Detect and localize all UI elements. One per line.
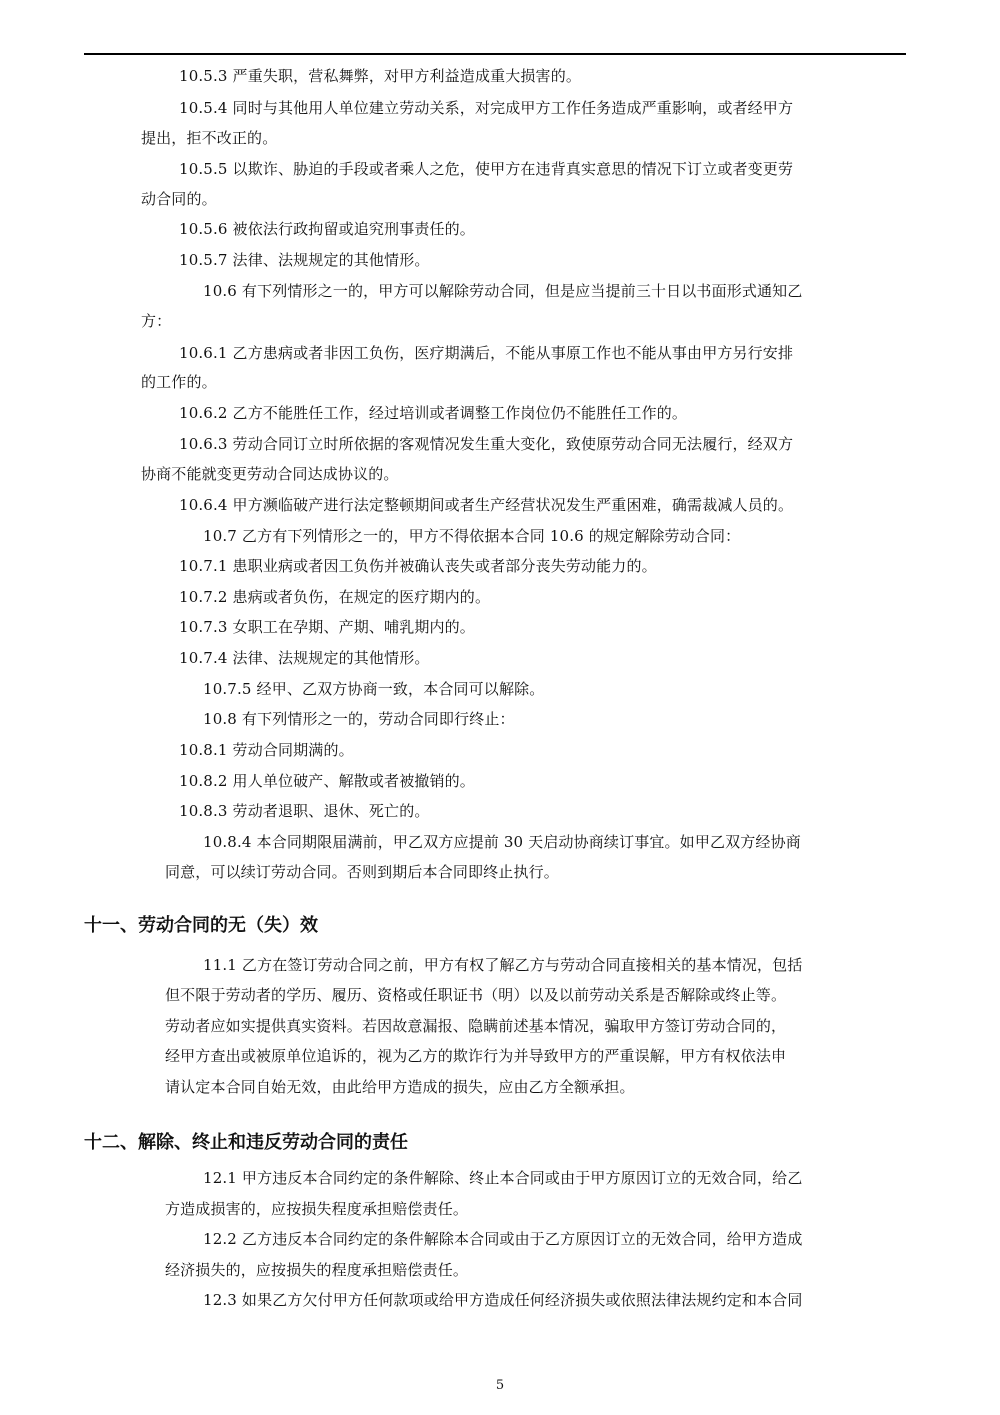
clause-10-6-2: 10.6.2 乙方不能胜任工作，经过培训或者调整工作岗位仍不能胜任工作的。: [179, 404, 688, 422]
header-rule: [84, 53, 906, 55]
clause-11-1-cont4: 请认定本合同自始无效，由此给甲方造成的损失，应由乙方全额承担。: [165, 1078, 635, 1096]
clause-10-5-6: 10.5.6 被依法行政拘留或追究刑事责任的。: [179, 220, 475, 238]
clause-10-8-4: 10.8.4 本合同期限届满前，甲乙双方应提前 30 天启动协商续订事宜。如甲乙双方经协商: [203, 833, 801, 851]
clause-10-5-4-cont: 提出，拒不改正的。: [141, 129, 278, 147]
clause-10-7-2: 10.7.2 患病或者负伤，在规定的医疗期内的。: [179, 588, 491, 606]
clause-10-8-4-cont: 同意，可以续订劳动合同。否则到期后本合同即终止执行。: [165, 863, 559, 881]
clause-10-6-3: 10.6.3 劳动合同订立时所依据的客观情况发生重大变化，致使原劳动合同无法履行，经双方: [179, 435, 794, 453]
page-number: 5: [495, 1378, 505, 1393]
clause-10-5-4: 10.5.4 同时与其他用人单位建立劳动关系，对完成甲方工作任务造成严重影响，或者经甲方: [179, 99, 794, 117]
clause-10-6-1-cont: 的工作的。: [141, 373, 217, 391]
clause-12-1-cont: 方造成损害的，应按损失程度承担赔偿责任。: [165, 1200, 469, 1218]
clause-10-6-cont: 方：: [141, 312, 172, 330]
clause-10-6-4: 10.6.4 甲方濒临破产进行法定整顿期间或者生产经营状况发生严重困难，确需裁减人员的。: [179, 496, 794, 514]
section-heading-12: 十二、解除、终止和违反劳动合同的责任: [84, 1132, 408, 1153]
clause-10-5-5: 10.5.5 以欺诈、胁迫的手段或者乘人之危，使甲方在违背真实意思的情况下订立或者变更劳: [179, 160, 794, 178]
clause-10-6: 10.6 有下列情形之一的，甲方可以解除劳动合同，但是应当提前三十日以书面形式通知乙: [203, 282, 803, 300]
clause-10-8-3: 10.8.3 劳动者退职、退休、死亡的。: [179, 802, 430, 820]
clause-11-1: 11.1 乙方在签订劳动合同之前，甲方有权了解乙方与劳动合同直接相关的基本情况，包括: [203, 956, 803, 974]
clause-10-7-4: 10.7.4 法律、法规规定的其他情形。: [179, 649, 430, 667]
clause-12-2-cont: 经济损失的，应按损失的程度承担赔偿责任。: [165, 1261, 469, 1279]
clause-10-7-3: 10.7.3 女职工在孕期、产期、哺乳期内的。: [179, 618, 475, 636]
clause-10-5-5-cont: 动合同的。: [141, 190, 217, 208]
clause-10-5-3: 10.5.3 严重失职，营私舞弊，对甲方利益造成重大损害的。: [179, 67, 581, 85]
clause-12-3: 12.3 如果乙方欠付甲方任何款项或给甲方造成任何经济损失或依照法律法规约定和本合同: [203, 1291, 803, 1309]
clause-11-1-cont2: 劳动者应如实提供真实资料。若因故意漏报、隐瞒前述基本情况，骗取甲方签订劳动合同的，: [165, 1017, 787, 1035]
clause-10-6-1: 10.6.1 乙方患病或者非因工负伤，医疗期满后，不能从事原工作也不能从事由甲方另行安排: [179, 344, 794, 362]
clause-12-1: 12.1 甲方违反本合同约定的条件解除、终止本合同或由于甲方原因订立的无效合同，给乙: [203, 1169, 803, 1187]
clause-11-1-cont1: 但不限于劳动者的学历、履历、资格或任职证书（明）以及以前劳动关系是否解除或终止等。: [165, 986, 787, 1004]
section-heading-11: 十一、劳动合同的无（失）效: [84, 915, 318, 936]
clause-10-7: 10.7 乙方有下列情形之一的，甲方不得依据本合同 10.6 的规定解除劳动合同：: [203, 527, 741, 545]
clause-12-2: 12.2 乙方违反本合同约定的条件解除本合同或由于乙方原因订立的无效合同，给甲方造成: [203, 1230, 803, 1248]
clause-10-8-2: 10.8.2 用人单位破产、解散或者被撤销的。: [179, 772, 475, 790]
clause-10-6-3-cont: 协商不能就变更劳动合同达成协议的。: [141, 465, 399, 483]
clause-10-7-5: 10.7.5 经甲、乙双方协商一致，本合同可以解除。: [203, 680, 545, 698]
clause-10-5-7: 10.5.7 法律、法规规定的其他情形。: [179, 251, 430, 269]
clause-10-8: 10.8 有下列情形之一的，劳动合同即行终止：: [203, 710, 515, 728]
clause-11-1-cont3: 经甲方查出或被原单位追诉的，视为乙方的欺诈行为并导致甲方的严重误解，甲方有权依法申: [165, 1047, 787, 1065]
clause-10-7-1: 10.7.1 患职业病或者因工负伤并被确认丧失或者部分丧失劳动能力的。: [179, 557, 657, 575]
clause-10-8-1: 10.8.1 劳动合同期满的。: [179, 741, 354, 759]
